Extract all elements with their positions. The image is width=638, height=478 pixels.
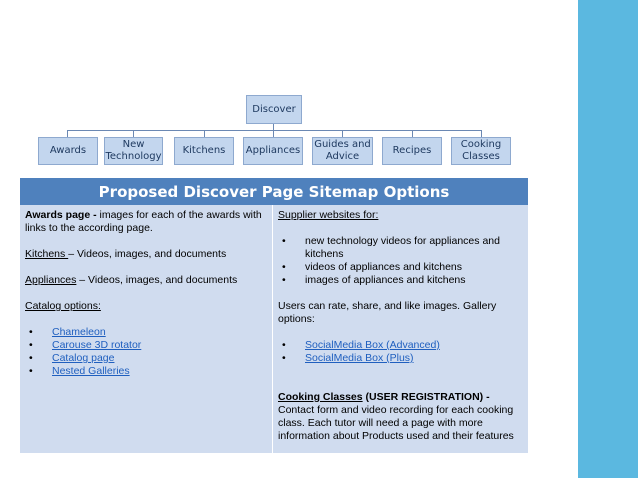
list-item: [278, 339, 523, 352]
gallery-link-advanced[interactable]: SocialMedia Box (Advanced): [305, 339, 440, 351]
catalog-options-list: [25, 326, 267, 378]
appliances-label: Appliances: [25, 274, 77, 286]
catalog-link-nested-galleries[interactable]: Nested Galleries: [52, 365, 130, 377]
gallery-link-plus[interactable]: SocialMedia Box (Plus): [305, 352, 414, 364]
supplier-label: Supplier websites for:: [278, 209, 379, 221]
appliances-text: – Videos, images, and documents: [76, 274, 238, 286]
table-right-column: [273, 205, 528, 453]
node-new-technology: New Technology: [104, 137, 163, 165]
cooking-registration: (USER REGISTRATION) -: [362, 391, 490, 403]
node-appliances: Appliances: [243, 137, 303, 165]
connector-appliances: [273, 130, 274, 137]
node-recipes: Recipes: [382, 137, 442, 165]
kitchens-text: – Videos, images, and documents: [68, 248, 227, 260]
list-item: • new technology videos for appliances and kitchens: [278, 235, 523, 261]
list-item: [25, 326, 267, 339]
catalog-link-carousel[interactable]: Carouse 3D rotator: [52, 339, 142, 351]
connector-kitchens: [204, 130, 205, 137]
catalog-link-chameleon[interactable]: Chameleon: [52, 326, 106, 338]
awards-description: [25, 209, 267, 235]
awards-text: images for each of the awards with links to the according page.: [25, 209, 262, 234]
table-left-column: [20, 205, 272, 453]
table-title: Proposed Discover Page Sitemap Options: [20, 178, 528, 205]
connector-cooking: [481, 130, 482, 137]
cooking-label: Cooking Classes: [278, 391, 363, 403]
catalog-link-catalog-page[interactable]: Catalog page: [52, 352, 115, 364]
list-item: [25, 352, 267, 365]
list-item: [25, 365, 267, 378]
sidebar-accent: [578, 0, 638, 478]
connector-awards: [67, 130, 68, 137]
cooking-heading: [278, 391, 523, 404]
connector-guides: [342, 130, 343, 137]
node-awards: Awards: [38, 137, 98, 165]
kitchens-description: [25, 248, 267, 261]
gallery-list: [278, 339, 523, 365]
awards-label: Awards page -: [25, 209, 97, 221]
node-discover: Discover: [246, 95, 302, 124]
connector-new-technology: [133, 130, 134, 137]
users-text: Users can rate, share, and like images. Gallery options:: [278, 300, 497, 325]
list-item: • images of appliances and kitchens: [278, 274, 523, 287]
node-guides-and-advice: Guides and Advice: [312, 137, 373, 165]
node-cooking-classes: Cooking Classes: [451, 137, 511, 165]
supplier-list: [278, 235, 523, 287]
list-item: [25, 339, 267, 352]
connector-recipes: [412, 130, 413, 137]
cooking-text: Contact form and video recording for each cooking class. Each tutor will need a page with more information about Products used and their features: [278, 404, 514, 442]
connector-horizontal: [67, 130, 481, 131]
catalog-options-label: Catalog options:: [25, 300, 101, 312]
list-item: [278, 352, 523, 365]
node-kitchens: Kitchens: [174, 137, 234, 165]
list-item: • videos of appliances and kitchens: [278, 261, 523, 274]
kitchens-label: Kitchens: [25, 248, 69, 260]
appliances-description: [25, 274, 267, 287]
